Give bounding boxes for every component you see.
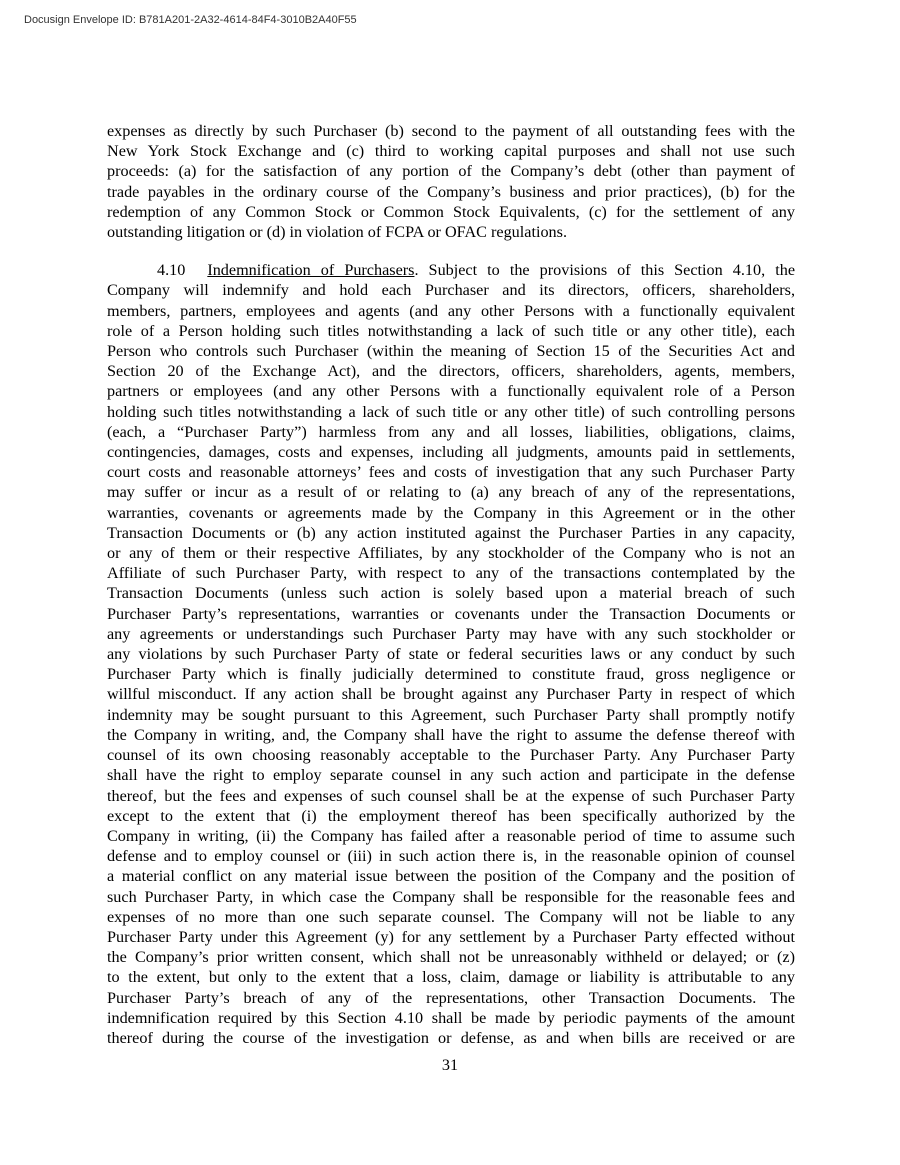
text-line: proceeds: (a) for the satisfaction of any portion of the Company’s debt (other than payment of <box>107 162 795 181</box>
text-line: indemnification required by this Section 4.10 shall be made by periodic payments of the amount <box>107 1008 795 1027</box>
text-line: the Company in writing, and, the Company shall have the right to assume the defense thereof with <box>107 725 795 744</box>
text-line: Purchaser Party under this Agreement (y) for any settlement by a Purchaser Party effected without <box>107 927 795 946</box>
text-line: any agreements or understandings such Purchaser Party may have with any such stockholder or <box>107 624 795 643</box>
text-line: contingencies, damages, costs and expenses, including all judgments, amounts paid in settlements, <box>107 443 795 462</box>
text-line: such Purchaser Party, in which case the Company shall be responsible for the reasonable fees and <box>107 887 795 906</box>
text-line: willful misconduct. If any action shall be brought against any Purchaser Party in respect of which <box>107 685 795 704</box>
text-line: members, partners, employees and agents (and any other Persons with a functionally equivalent <box>107 301 795 320</box>
text-line: warranties, covenants or agreements made by the Company in this Agreement or in the other <box>107 503 795 522</box>
text-line: Person who controls such Purchaser (within the meaning of Section 15 of the Securities Act and <box>107 342 795 361</box>
section-4-10 <box>107 260 795 1048</box>
text-line: Purchaser Party’s representations, warranties or covenants under the Transaction Documents or <box>107 604 795 623</box>
text-line: shall have the right to employ separate counsel in any such action and participate in the defense <box>107 766 795 785</box>
paragraph-gap <box>107 242 795 260</box>
text-line: New York Stock Exchange and (c) third to working capital purposes and shall not use such <box>107 142 795 161</box>
text-line: thereof, but the fees and expenses of such counsel shall be at the expense of such Purchaser Party <box>107 786 795 805</box>
text-line: Transaction Documents or (b) any action instituted against the Purchaser Parties in any capacity, <box>107 523 795 542</box>
text-line: may suffer or incur as a result of or relating to (a) any breach of any of the representations, <box>107 483 795 502</box>
section-number: 4.10 <box>157 261 186 280</box>
section-lines <box>107 280 795 1048</box>
text-line: partners or employees (and any other Persons with a functionally equivalent role of a Person <box>107 382 795 401</box>
text-line: outstanding litigation or (d) in violation of FCPA or OFAC regulations. <box>107 223 567 242</box>
text-line: redemption of any Common Stock or Common Stock Equivalents, (c) for the settlement of any <box>107 202 795 221</box>
text-line: court costs and reasonable attorneys’ fees and costs of investigation that any such Purchaser Party <box>107 463 795 482</box>
text-line: holding such titles notwithstanding a lack of such title or any other title) of such controlling persons <box>107 402 795 421</box>
text-line: any violations by such Purchaser Party of state or federal securities laws or any conduct by such <box>107 645 795 664</box>
text-line: (each, a “Purchaser Party”) harmless from any and all losses, liabilities, obligations, claims, <box>107 422 795 441</box>
section-first-line <box>107 260 795 280</box>
text-line: indemnity may be sought pursuant to this Agreement, such Purchaser Party shall promptly notify <box>107 705 795 724</box>
section-heading: Indemnification of Purchasers <box>207 261 415 280</box>
text-line: to the extent, but only to the extent that a loss, claim, damage or liability is attributable to any <box>107 968 795 987</box>
text-line: Company will indemnify and hold each Purchaser and its directors, officers, shareholders, <box>107 281 795 300</box>
text-line: expenses of no more than one such separate counsel. The Company will not be liable to any <box>107 907 795 926</box>
envelope-id: Docusign Envelope ID: B781A201-2A32-4614-84F4-3010B2A40F55 <box>24 14 357 26</box>
text-line: Section 20 of the Exchange Act), and the directors, officers, shareholders, agents, members, <box>107 362 795 381</box>
text-line: Purchaser Party’s breach of any of the representations, other Transaction Documents. The <box>107 988 795 1007</box>
text-line: Transaction Documents (unless such action is solely based upon a material breach of such <box>107 584 795 603</box>
text-line: Company in writing, (ii) the Company has failed after a reasonable period of time to assume such <box>107 826 795 845</box>
paragraph-use-of-proceeds <box>107 121 795 242</box>
page-number: 31 <box>441 1056 459 1074</box>
section-first-line-text: . Subject to the provisions of this Section 4.10, the <box>414 261 796 280</box>
text-line: the Company’s prior written consent, which shall not be unreasonably withheld or delayed; or (z) <box>107 948 795 967</box>
text-line: role of a Person holding such titles notwithstanding a lack of such title or any other title), each <box>107 321 795 340</box>
text-line: expenses as directly by such Purchaser (b) second to the payment of all outstanding fees with the <box>107 122 795 140</box>
text-line: or any of them or their respective Affiliates, by any stockholder of the Company who is not an <box>107 544 795 563</box>
document-body <box>107 121 795 1048</box>
text-line: Affiliate of such Purchaser Party, with respect to any of the transactions contemplated by the <box>107 564 795 583</box>
text-line: defense and to employ counsel or (iii) in such action there is, in the reasonable opinion of counsel <box>107 847 795 866</box>
text-line: counsel of its own choosing reasonably acceptable to the Purchaser Party. Any Purchaser Party <box>107 746 795 765</box>
text-line: thereof during the course of the investigation or defense, as and when bills are received or are <box>107 1028 795 1047</box>
text-line: Purchaser Party which is finally judicially determined to constitute fraud, gross negligence or <box>107 665 795 684</box>
text-line: a material conflict on any material issue between the position of the Company and the position of <box>107 867 795 886</box>
text-line: except to the extent that (i) the employment thereof has been specifically authorized by the <box>107 806 795 825</box>
text-line: trade payables in the ordinary course of the Company’s business and prior practices), (b) for the <box>107 182 795 201</box>
